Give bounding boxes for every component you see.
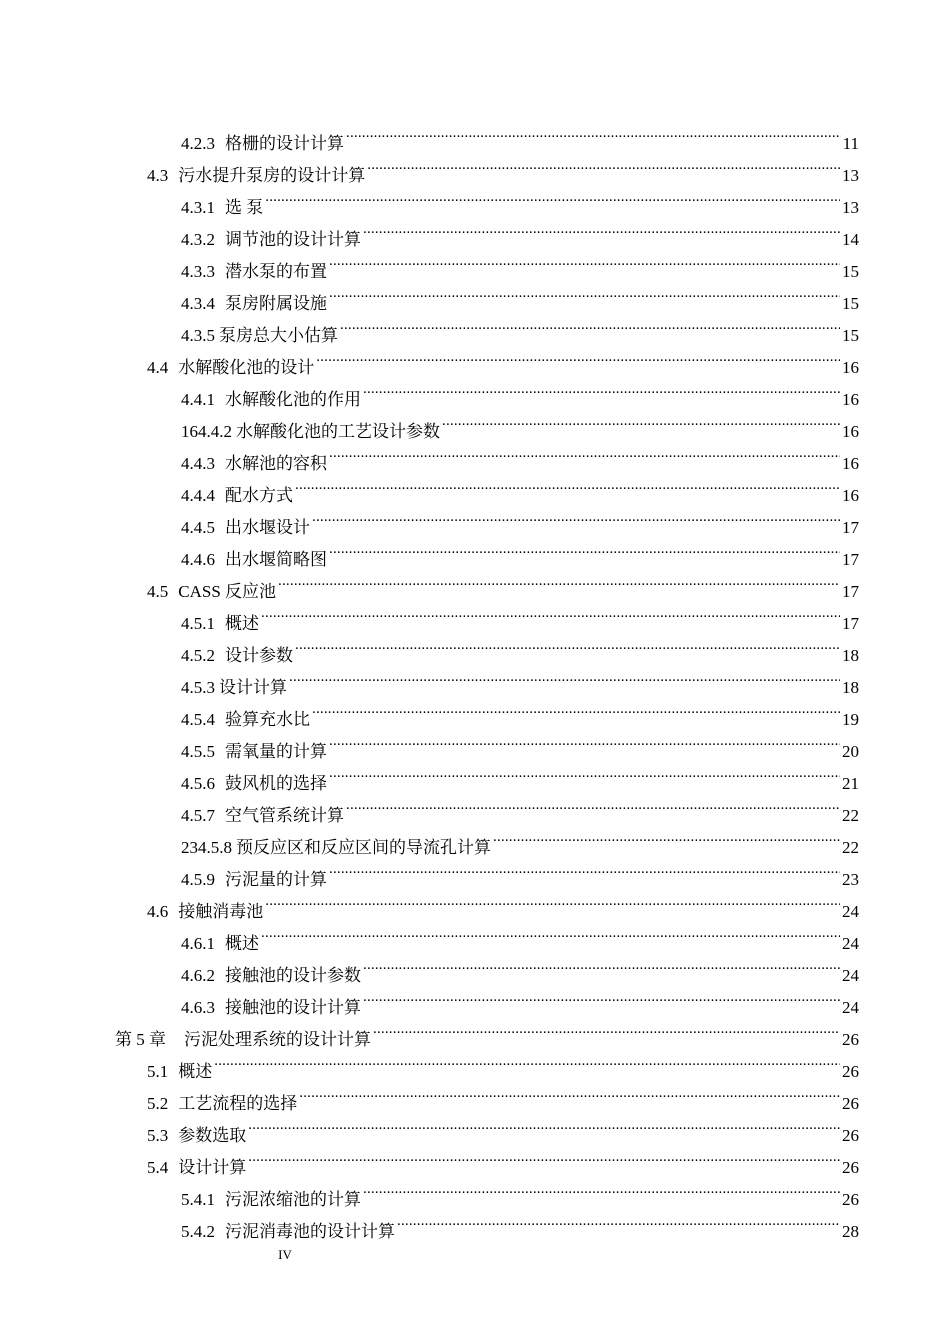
dot-leader (289, 661, 840, 693)
toc-entry-page-number: 17 (842, 550, 859, 569)
dot-leader (261, 597, 840, 629)
toc-entry-text: 设计参数 (225, 646, 293, 665)
toc-entry-text: 配水方式 (225, 486, 293, 505)
toc-entry-page-number: 24 (842, 998, 859, 1017)
toc-entry-page-number: 22 (842, 838, 859, 857)
toc-entry-text: 污泥量的计算 (225, 870, 327, 889)
dot-leader (363, 981, 840, 1013)
dot-leader (248, 1109, 840, 1141)
toc-entry-number: 5.4 (147, 1158, 169, 1177)
toc-entry-text: 污泥浓缩池的计算 (225, 1190, 361, 1209)
toc-entry[interactable] (147, 149, 859, 185)
toc-entry[interactable] (181, 469, 859, 505)
toc-entry-number: 5.4.2 (181, 1222, 215, 1241)
toc-entry-number: 4.5 (147, 582, 169, 601)
dot-leader (340, 309, 840, 341)
toc-entry-number: 5.3 (147, 1126, 169, 1145)
dot-leader (442, 405, 840, 437)
toc-entry[interactable] (181, 213, 859, 249)
toc-entry[interactable] (147, 885, 859, 921)
toc-entry-page-number: 26 (842, 1030, 859, 1049)
toc-entry[interactable] (181, 437, 859, 473)
toc-entry-number: 4.6.3 (181, 998, 215, 1017)
toc-entry-number: 4.3.4 (181, 294, 215, 313)
dot-leader (295, 629, 840, 661)
toc-entry[interactable] (181, 789, 859, 825)
dot-leader (373, 1013, 840, 1045)
toc-entry-text: 泵房附属设施 (225, 294, 327, 313)
toc-entry-page-number: 24 (842, 934, 859, 953)
toc-entry-page-number: 17 (842, 582, 859, 601)
toc-entry-page-number: 16 (842, 358, 859, 377)
toc-entry-number: 4.5.3 (181, 678, 215, 697)
toc-entry-text: 调节池的设计计算 (225, 230, 361, 249)
toc-entry-page-number: 15 (842, 326, 859, 345)
toc-entry-text: CASS 反应池 (178, 582, 277, 601)
toc-entry[interactable] (181, 309, 859, 345)
toc-entry-page-number: 21 (842, 774, 859, 793)
toc-entry-number: 4.5.9 (181, 870, 215, 889)
toc-entry-text: 验算充水比 (225, 710, 310, 729)
toc-entry-text: 鼓风机的选择 (225, 774, 327, 793)
dot-leader (397, 1205, 840, 1237)
dot-leader (363, 373, 840, 405)
toc-entry-page-number: 13 (842, 166, 859, 185)
toc-entry[interactable] (147, 565, 859, 601)
dot-leader (367, 149, 840, 181)
toc-entry-page-number: 17 (842, 614, 859, 633)
toc-entry-text: 水解池的容积 (225, 454, 327, 473)
dot-leader (346, 789, 840, 821)
dot-leader (265, 181, 840, 213)
toc-entry-number: 4.6.2 (181, 966, 215, 985)
toc-entry-text: 泵房总大小估算 (219, 326, 338, 345)
toc-entry[interactable] (181, 533, 859, 569)
dot-leader (329, 853, 840, 885)
toc-entry[interactable] (181, 405, 859, 441)
dot-leader (329, 725, 840, 757)
dot-leader (278, 565, 840, 597)
toc-entry-page-number: 23 (842, 870, 859, 889)
toc-entry[interactable] (181, 821, 859, 857)
toc-entry-text: 预反应区和反应区间的导流孔计算 (236, 838, 491, 857)
toc-entry[interactable] (181, 1173, 859, 1209)
toc-entry-text: 选 泵 (225, 198, 264, 217)
toc-entry-page-number: 28 (842, 1222, 859, 1241)
toc-entry-text: 设计计算 (219, 678, 287, 697)
toc-entry[interactable] (181, 917, 859, 953)
toc-entry[interactable] (147, 1045, 859, 1081)
toc-entry-number: 4.4 (147, 358, 169, 377)
toc-entry-page-number: 24 (842, 902, 859, 921)
dot-leader (265, 885, 840, 917)
dot-leader (346, 117, 841, 149)
toc-entry-number: 第 5 章 (115, 1030, 166, 1049)
toc-entry[interactable] (181, 117, 859, 153)
toc-entry-page-number: 18 (842, 646, 859, 665)
toc-entry-number: 4.6.1 (181, 934, 215, 953)
toc-entry-text: 水解酸化池的工艺设计参数 (236, 422, 440, 441)
dot-leader (329, 757, 840, 789)
toc-entry[interactable] (181, 245, 859, 281)
toc-entry-page-number: 13 (842, 198, 859, 217)
toc-entry-page-number: 15 (842, 262, 859, 281)
toc-entry-number: 4.2.3 (181, 134, 215, 153)
toc-entry-number: 4.3.5 (181, 326, 215, 345)
toc-entry-text: 水解酸化池的设计 (178, 358, 315, 377)
toc-entry-text: 水解酸化池的作用 (225, 390, 361, 409)
toc-entry-text: 概述 (178, 1062, 213, 1081)
toc-entry-text: 污泥消毒池的设计计算 (225, 1222, 395, 1241)
toc-entry-text: 污水提升泵房的设计计算 (178, 166, 366, 185)
toc-entry-number: 4.3.2 (181, 230, 215, 249)
toc-entry-number: 234.5.8 (181, 838, 232, 857)
toc-entry[interactable] (181, 597, 859, 633)
toc-entry-number: 4.3 (147, 166, 169, 185)
toc-entry-text: 潜水泵的布置 (225, 262, 327, 281)
toc-entry[interactable] (147, 1141, 859, 1177)
dot-leader (295, 469, 840, 501)
toc-entry-text: 格栅的设计计算 (225, 134, 344, 153)
toc-entry-text: 出水堰简略图 (225, 550, 327, 569)
toc-entry-number: 5.2 (147, 1094, 169, 1113)
toc-entry[interactable] (181, 949, 859, 985)
toc-entry[interactable] (181, 501, 859, 537)
toc-entry-page-number: 19 (842, 710, 859, 729)
toc-entry-number: 4.3.1 (181, 198, 215, 217)
toc-entry-text: 设计计算 (178, 1158, 247, 1177)
dot-leader (363, 949, 840, 981)
dot-leader (261, 917, 840, 949)
toc-entry[interactable] (147, 1077, 859, 1113)
toc-entry-page-number: 26 (842, 1158, 859, 1177)
toc-entry-text: 接触池的设计参数 (225, 966, 361, 985)
toc-entry[interactable] (181, 373, 859, 409)
toc-entry-number: 5.1 (147, 1062, 169, 1081)
toc-entry-page-number: 16 (842, 454, 859, 473)
toc-entry-number: 4.4.3 (181, 454, 215, 473)
toc-entry-page-number: 15 (842, 294, 859, 313)
toc-entry-number: 4.4.5 (181, 518, 215, 537)
dot-leader (312, 501, 840, 533)
toc-entry[interactable] (181, 277, 859, 313)
toc-entry-number: 4.4.6 (181, 550, 215, 569)
toc-entry[interactable] (181, 1205, 859, 1241)
dot-leader (363, 1173, 840, 1205)
toc-entry[interactable] (115, 1013, 859, 1049)
toc-entry-text: 空气管系统计算 (225, 806, 344, 825)
toc-entry-text: 需氧量的计算 (225, 742, 327, 761)
toc-entry-page-number: 22 (842, 806, 859, 825)
toc-entry-page-number: 26 (842, 1062, 859, 1081)
toc-entry[interactable] (181, 981, 859, 1017)
dot-leader (248, 1141, 840, 1173)
toc-entry-page-number: 14 (842, 230, 859, 249)
toc-entry-number: 164.4.2 (181, 422, 232, 441)
toc-entry[interactable] (147, 1109, 859, 1145)
toc-entry-text: 参数选取 (178, 1126, 247, 1145)
dot-leader (299, 1077, 840, 1109)
toc-entry-page-number: 16 (842, 422, 859, 441)
toc-entry-page-number: 26 (842, 1190, 859, 1209)
dot-leader (329, 533, 840, 565)
toc-entry[interactable] (181, 661, 859, 697)
toc-entry-page-number: 20 (842, 742, 859, 761)
dot-leader (316, 341, 840, 373)
toc-entry-number: 4.5.2 (181, 646, 215, 665)
toc-entry-page-number: 24 (842, 966, 859, 985)
toc-entry-page-number: 16 (842, 486, 859, 505)
toc-entry-number: 4.5.5 (181, 742, 215, 761)
toc-entry-text: 出水堰设计 (225, 518, 310, 537)
toc-entry[interactable] (147, 341, 859, 377)
toc-entry-text: 概述 (225, 614, 259, 633)
toc-entry-number: 4.6 (147, 902, 169, 921)
toc-entry-number: 4.5.1 (181, 614, 215, 633)
toc-entry[interactable] (181, 757, 859, 793)
toc-entry-page-number: 17 (842, 518, 859, 537)
toc-entry-number: 4.5.4 (181, 710, 215, 729)
toc-entry[interactable] (181, 725, 859, 761)
dot-leader (329, 277, 840, 309)
toc-entry-number: 4.5.7 (181, 806, 215, 825)
toc-entry-number: 4.4.4 (181, 486, 215, 505)
toc-entry[interactable] (181, 629, 859, 665)
toc-entry-text: 概述 (225, 934, 259, 953)
toc-entry[interactable] (181, 853, 859, 889)
toc-entry-number: 4.5.6 (181, 774, 215, 793)
toc-entry-page-number: 11 (842, 134, 859, 153)
toc-entry-number: 4.4.1 (181, 390, 215, 409)
toc-entry-page-number: 26 (842, 1126, 859, 1145)
toc-entry-text: 接触池的设计计算 (225, 998, 361, 1017)
toc-entry[interactable] (181, 693, 859, 729)
dot-leader (363, 213, 840, 245)
toc-entry-page-number: 18 (842, 678, 859, 697)
dot-leader (214, 1045, 840, 1077)
dot-leader (329, 437, 840, 469)
dot-leader (329, 245, 840, 277)
toc-entry-text: 接触消毒池 (178, 902, 264, 921)
toc-entry-number: 5.4.1 (181, 1190, 215, 1209)
toc-entry-page-number: 26 (842, 1094, 859, 1113)
dot-leader (493, 821, 840, 853)
toc-entry-title (181, 1216, 395, 1248)
toc-entry[interactable] (181, 181, 859, 217)
toc-entry-number: 4.3.3 (181, 262, 215, 281)
toc-entry-page-number: 16 (842, 390, 859, 409)
dot-leader (312, 693, 840, 725)
toc-entry-text: 污泥处理系统的设计计算 (184, 1030, 371, 1049)
toc-entry-text: 工艺流程的选择 (178, 1094, 298, 1113)
page-number: IV (278, 1247, 292, 1262)
